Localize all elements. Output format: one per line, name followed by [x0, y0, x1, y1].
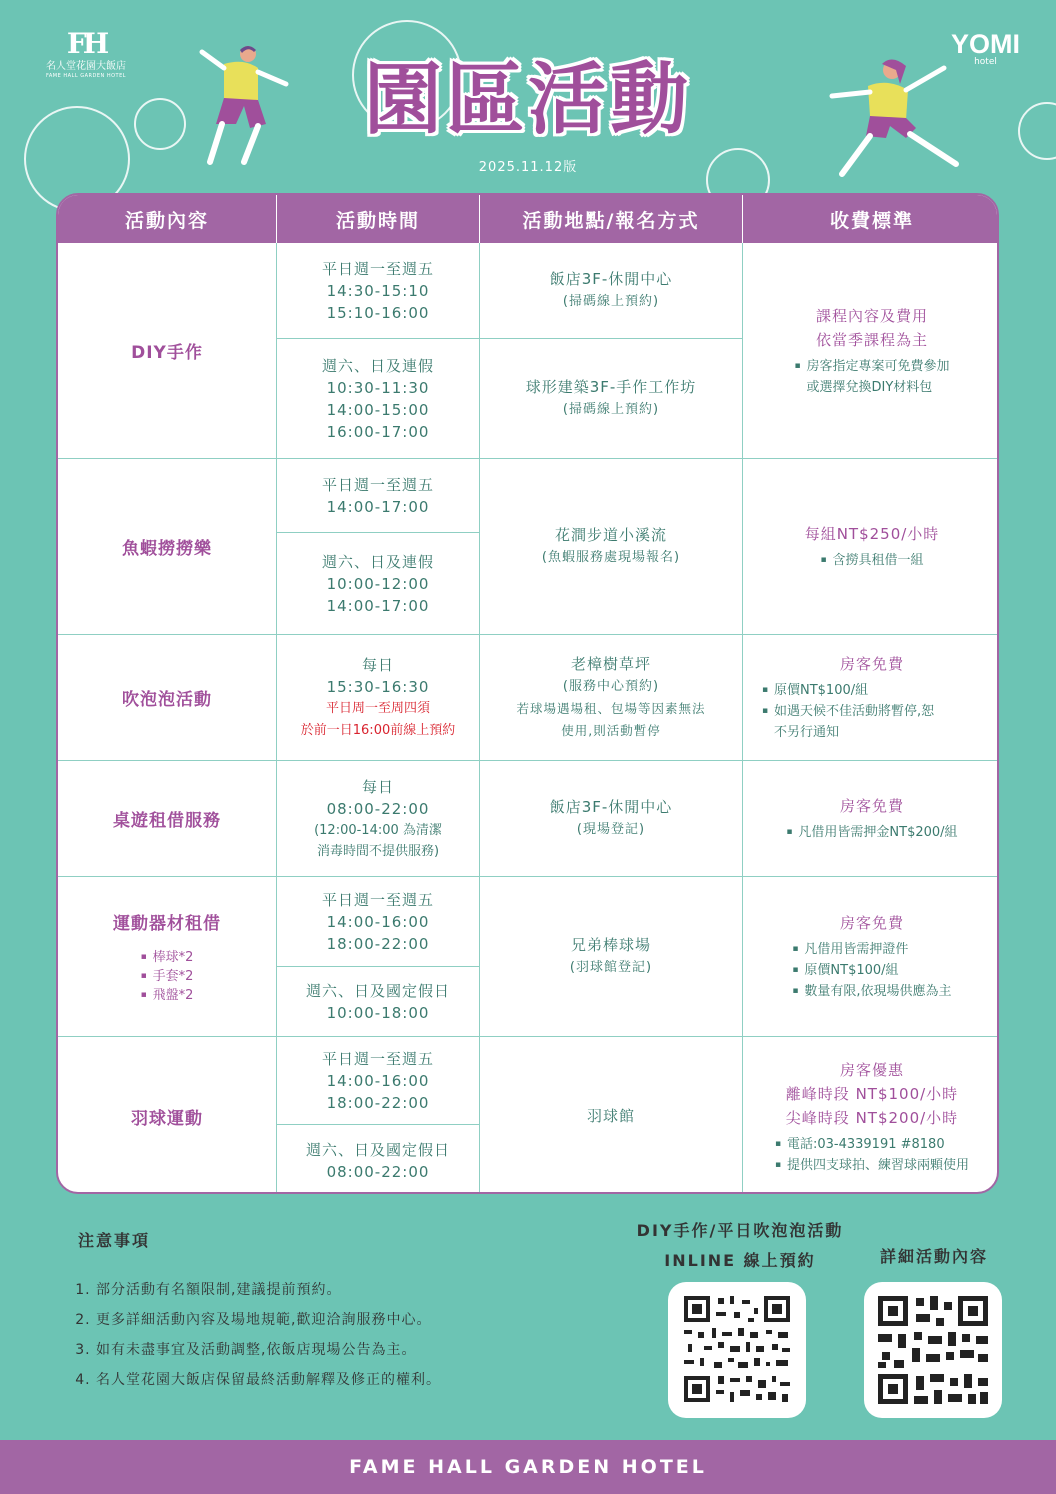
- header-activity: 活動內容: [58, 195, 277, 243]
- activity-name: DIY手作: [131, 343, 203, 363]
- time-line: 14:00-16:00: [326, 912, 430, 931]
- table-row-badminton-name: [58, 1037, 277, 1194]
- fee-list: [786, 822, 957, 843]
- location-line: 球形建築3F-手作工作坊: [525, 378, 697, 396]
- sports-weekday-time: [277, 877, 480, 967]
- notes-section: [70, 1228, 610, 1395]
- fee-title: 房客優惠: [839, 1060, 904, 1079]
- location-line: (掃碼線上預約): [562, 294, 660, 309]
- fish-weekday-time: [277, 459, 480, 533]
- yomi-name: YOMI: [950, 29, 1020, 59]
- fee-item: ▪ 凡借用皆需押證件: [792, 939, 951, 960]
- badminton-weekend-time: [277, 1125, 480, 1194]
- qr-code-icon: [668, 1282, 806, 1418]
- sports-weekend-time: [277, 967, 480, 1037]
- activity-name: 吹泡泡活動: [122, 690, 212, 710]
- time-note: 消毒時間不提供服務): [316, 843, 440, 859]
- time-note: (12:00-14:00 為清潔: [314, 822, 442, 838]
- table-row-fish-name: [58, 459, 277, 635]
- time-line: 10:00-12:00: [326, 574, 430, 593]
- table-row-bubble-name: [58, 635, 277, 761]
- time-line: 週六、日及國定假日: [305, 981, 450, 1000]
- time-line: 10:00-18:00: [326, 1003, 430, 1022]
- note-item: 1. 部分活動有名額限制,建議提前預約。: [96, 1275, 610, 1305]
- time-line: 14:00-15:00: [326, 400, 430, 419]
- notes-title: 注意事項: [78, 1231, 151, 1250]
- header-location: 活動地點/報名方式: [480, 195, 743, 243]
- diy-weekday-time: [277, 243, 480, 339]
- diy-fee: [743, 243, 999, 459]
- fee-title: 房客免費: [839, 797, 904, 815]
- note-item: 4. 名人堂花園大飯店保留最終活動解釋及修正的權利。: [96, 1365, 610, 1395]
- equipment-item: ▪ 棒球*2: [141, 948, 194, 967]
- time-line: 平日週一至週五: [321, 890, 434, 909]
- time-line: 每日: [361, 655, 394, 674]
- activity-name: 魚蝦撈撈樂: [122, 539, 212, 559]
- badminton-fee: [743, 1037, 999, 1194]
- reservation-notice: 平日周一至周四須: [325, 700, 430, 716]
- table-row-diy-name: [58, 243, 277, 459]
- footer-bar: FAME HALL GARDEN HOTEL: [0, 1440, 1056, 1494]
- table-row-board-name: [58, 761, 277, 877]
- time-line: 平日週一至週五: [321, 475, 434, 494]
- fee-item: 不另行通知: [774, 725, 840, 740]
- fish-location: [480, 459, 743, 635]
- time-line: 週六、日及連假: [321, 552, 434, 571]
- logo-chinese-name: 名人堂花園大飯店: [46, 61, 126, 72]
- activity-name: 羽球運動: [131, 1109, 203, 1129]
- board-fee: [743, 761, 999, 877]
- table-row-sports-name: [58, 877, 277, 1037]
- badminton-weekday-time: [277, 1037, 480, 1125]
- reservation-notice: 於前一日16:00前線上預約: [300, 722, 456, 738]
- time-line: 08:00-22:00: [326, 1162, 430, 1181]
- fish-fee: [743, 459, 999, 635]
- fee-title: 房客免費: [839, 914, 904, 932]
- qr1-line2: INLINE 線上預約: [664, 1251, 816, 1270]
- fee-title: 尖峰時段 NT$200/小時: [785, 1108, 959, 1127]
- time-line: 平日週一至週五: [321, 1049, 434, 1068]
- note-item: 3. 如有未盡事宜及活動調整,依飯店現場公告為主。: [96, 1335, 610, 1365]
- board-location: [480, 761, 743, 877]
- time-line: 10:30-11:30: [326, 378, 430, 397]
- time-line: 15:30-16:30: [326, 677, 430, 696]
- location-note: 使用,則活動暫停: [561, 723, 661, 738]
- qr2-caption: 詳細活動內容: [879, 1247, 988, 1266]
- time-line: 14:00-16:00: [326, 1071, 430, 1090]
- yomi-sub: hotel: [974, 57, 997, 67]
- diy-weekend-time: [277, 339, 480, 459]
- time-line: 週六、日及連假: [321, 356, 434, 375]
- notes-list: [70, 1275, 610, 1395]
- equipment-item: ▪ 飛盤*2: [141, 986, 194, 1005]
- qr1-line1: DIY手作/平日吹泡泡活動: [636, 1221, 844, 1240]
- fish-weekend-time: [277, 533, 480, 635]
- time-line: 18:00-22:00: [326, 1093, 430, 1112]
- fee-title: 房客免費: [839, 655, 904, 673]
- location-line: (服務中心預約): [562, 679, 660, 694]
- location-line: (魚蝦服務處現場報名): [541, 550, 681, 565]
- time-line: 18:00-22:00: [326, 934, 430, 953]
- board-time: [277, 761, 480, 877]
- fee-item: ▪ 凡借用皆需押金NT$200/組: [786, 822, 957, 843]
- time-line: 16:00-17:00: [326, 422, 430, 441]
- fee-list: [775, 1134, 969, 1176]
- qr-code-details[interactable]: [864, 1282, 1002, 1418]
- fee-item: ▪ 原價NT$100/組: [792, 960, 951, 981]
- qr-code-icon: [864, 1282, 1002, 1418]
- sports-fee: [743, 877, 999, 1037]
- page-title: 園區活動: [363, 55, 692, 145]
- fee-item: ▪ 房客指定專案可免費參加: [794, 356, 949, 377]
- fee-item: ▪ 電話:03-4339191 #8180: [775, 1134, 969, 1155]
- activity-table: [56, 193, 999, 1194]
- time-line: 平日週一至週五: [321, 259, 434, 278]
- time-line: 14:00-17:00: [326, 497, 430, 516]
- diy-location-1: [480, 243, 743, 339]
- logo-mark: FH: [66, 27, 106, 60]
- location-line: 飯店3F-休閒中心: [549, 798, 673, 816]
- time-line: 08:00-22:00: [326, 799, 430, 818]
- bubble-fee: [743, 635, 999, 761]
- diy-location-2: [480, 339, 743, 459]
- location-line: (掃碼線上預約): [562, 402, 660, 417]
- fee-list: [794, 356, 949, 398]
- bubble-time: [277, 635, 480, 761]
- equipment-item: ▪ 手套*2: [141, 967, 194, 986]
- fee-list: [792, 939, 951, 1002]
- fee-list: [762, 680, 982, 743]
- fee-title: 離峰時段 NT$100/小時: [785, 1084, 959, 1103]
- fee-title: 課程內容及費用: [815, 306, 928, 325]
- location-line: 老樟樹草坪: [570, 655, 651, 673]
- version-label: 2025.11.12版: [478, 160, 578, 175]
- header-fee: 收費標準: [743, 195, 999, 243]
- location-line: (羽球館登記): [569, 960, 653, 975]
- qr1-caption: [620, 1216, 860, 1276]
- time-line: 14:30-15:10: [326, 281, 430, 300]
- time-line: 14:00-17:00: [326, 596, 430, 615]
- fee-item: ▪ 含撈具租借一組: [820, 550, 923, 571]
- location-line: 羽球館: [586, 1107, 635, 1125]
- time-line: 每日: [361, 777, 394, 796]
- equipment-list: [141, 948, 194, 1005]
- fee-item: ▪ 數量有限,依現場供應為主: [792, 981, 951, 1002]
- location-line: 花澗步道小溪流: [554, 526, 667, 544]
- location-line: 飯店3F-休閒中心: [549, 270, 673, 288]
- fee-title: 依當季課程為主: [815, 330, 928, 349]
- fee-item: ▪ 原價NT$100/組: [762, 680, 982, 701]
- logo-english-name: FAME HALL GARDEN HOTEL: [45, 73, 127, 79]
- activity-name: 桌遊租借服務: [113, 811, 221, 831]
- time-line: 週六、日及國定假日: [305, 1140, 450, 1159]
- note-item: 2. 更多詳細活動內容及場地規範,歡迎洽詢服務中心。: [96, 1305, 610, 1335]
- fee-item: 或選擇兌換DIY材料包: [806, 379, 933, 395]
- fee-item: ▪ 如遇天候不佳活動將暫停,恕: [762, 701, 982, 722]
- fee-title: 每組NT$250/小時: [804, 525, 940, 543]
- sports-location: [480, 877, 743, 1037]
- location-line: (現場登記): [576, 822, 646, 837]
- qr-code-booking[interactable]: [668, 1282, 806, 1418]
- fee-item: ▪ 提供四支球拍、練習球兩顆使用: [775, 1155, 969, 1176]
- fee-list: [820, 550, 923, 571]
- time-line: 15:10-16:00: [326, 303, 430, 322]
- bubble-location: [480, 635, 743, 761]
- location-line: 兄弟棒球場: [570, 936, 651, 954]
- header-time: 活動時間: [277, 195, 480, 243]
- location-note: 若球場遇場租、包場等因素無法: [516, 701, 706, 716]
- activity-name: 運動器材租借: [113, 913, 221, 934]
- badminton-location: [480, 1037, 743, 1194]
